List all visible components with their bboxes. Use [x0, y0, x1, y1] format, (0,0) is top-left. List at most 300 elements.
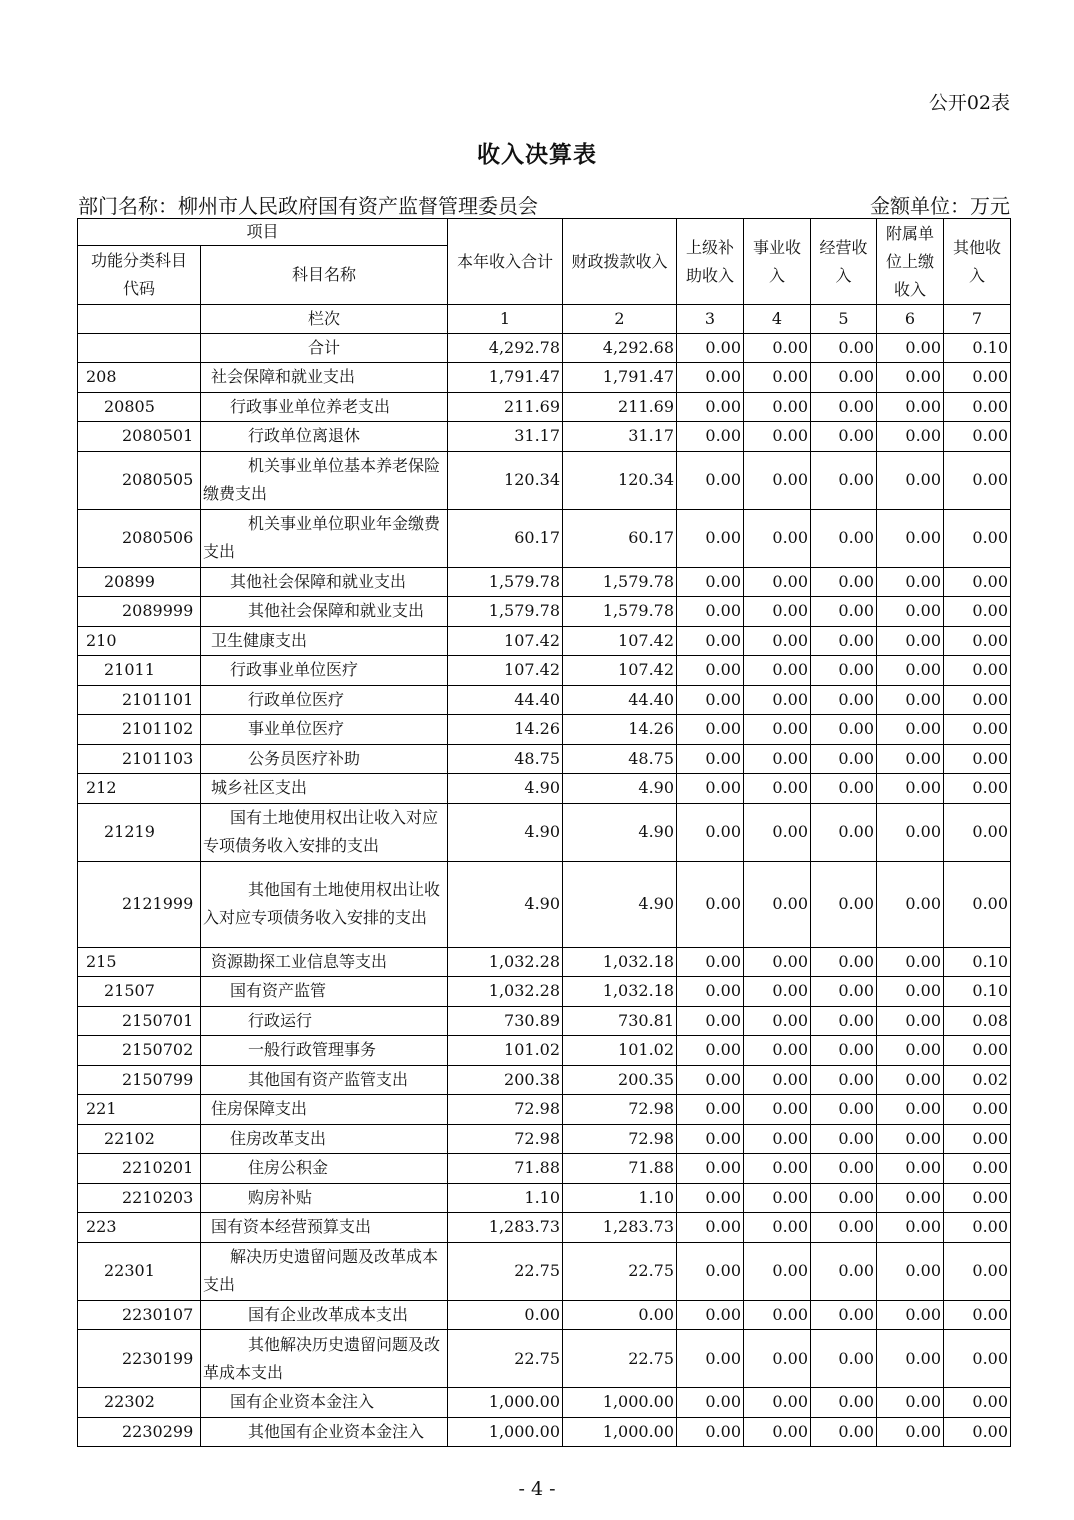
amount-cell: 0.00	[877, 1036, 944, 1066]
subject-name: 购房补贴	[201, 1183, 448, 1213]
amount-cell: 0.00	[811, 451, 877, 509]
amount-cell: 0.00	[944, 1095, 1011, 1125]
amount-cell: 0.00	[744, 1006, 811, 1036]
amount-cell: 0.00	[744, 1242, 811, 1300]
subject-name: 行政单位医疗	[201, 685, 448, 715]
column-number: 6	[877, 305, 944, 334]
subject-code: 221	[78, 1095, 201, 1125]
total-code-blank	[78, 334, 201, 363]
table-row	[78, 685, 1011, 715]
amount-cell: 0.10	[944, 977, 1011, 1007]
table-row	[78, 656, 1011, 686]
amount-cell: 0.00	[877, 861, 944, 947]
amount-cell: 4.90	[448, 861, 563, 947]
amount-cell: 0.00	[744, 626, 811, 656]
amount-cell: 120.34	[448, 451, 563, 509]
amount-cell: 0.00	[811, 685, 877, 715]
amount-cell: 0.00	[677, 947, 744, 977]
amount-cell: 0.00	[811, 1036, 877, 1066]
amount-cell: 72.98	[563, 1124, 677, 1154]
amount-cell: 72.98	[448, 1095, 563, 1125]
amount-cell: 0.00	[677, 1124, 744, 1154]
subject-code: 2080505	[78, 451, 201, 509]
amount-cell: 0.00	[877, 1183, 944, 1213]
amount-cell: 107.42	[563, 656, 677, 686]
table-row	[78, 1065, 1011, 1095]
subject-name: 住房公积金	[201, 1154, 448, 1184]
table-row	[78, 1154, 1011, 1184]
amount-cell: 0.00	[744, 656, 811, 686]
amount-cell: 0.00	[744, 744, 811, 774]
amount-cell: 0.00	[877, 656, 944, 686]
column-number-row	[78, 305, 1011, 334]
header-name: 科目名称	[201, 246, 448, 305]
table-row	[78, 1124, 1011, 1154]
subject-code: 22102	[78, 1124, 201, 1154]
amount-cell: 107.42	[448, 656, 563, 686]
amount-cell: 0.00	[944, 774, 1011, 804]
subject-name: 住房改革支出	[201, 1124, 448, 1154]
amount-cell: 0.00	[877, 977, 944, 1007]
subject-name: 解决历史遗留问题及改革成本支出	[201, 1242, 448, 1300]
amount-cell: 0.00	[677, 1388, 744, 1418]
amount-cell: 0.00	[744, 685, 811, 715]
amount-cell: 0.00	[811, 1388, 877, 1418]
amount-cell: 14.26	[563, 715, 677, 745]
amount-cell: 1,000.00	[448, 1388, 563, 1418]
header-superior: 上级补助收入	[677, 219, 744, 305]
amount-cell: 1.10	[448, 1183, 563, 1213]
amount-cell: 1,579.78	[448, 567, 563, 597]
amount-cell: 0.00	[811, 1006, 877, 1036]
amount-cell: 44.40	[563, 685, 677, 715]
amount-cell: 0.00	[944, 861, 1011, 947]
subject-code: 212	[78, 774, 201, 804]
subject-name: 国有企业改革成本支出	[201, 1300, 448, 1330]
amount-cell: 0.00	[944, 1417, 1011, 1447]
amount-cell: 0.00	[811, 977, 877, 1007]
subject-code: 2080501	[78, 422, 201, 452]
subject-code: 2150702	[78, 1036, 201, 1066]
table-row	[78, 392, 1011, 422]
table-row	[78, 715, 1011, 745]
amount-cell: 0.00	[744, 1124, 811, 1154]
amount-cell: 0.00	[677, 803, 744, 861]
amount-cell: 0.00	[744, 451, 811, 509]
amount-cell: 0.00	[677, 1183, 744, 1213]
amount-cell: 44.40	[448, 685, 563, 715]
subject-name: 公务员医疗补助	[201, 744, 448, 774]
amount-cell: 0.08	[944, 1006, 1011, 1036]
header-affiliated: 附属单位上缴收入	[877, 219, 944, 305]
amount-cell: 0.00	[944, 1300, 1011, 1330]
amount-cell: 71.88	[563, 1154, 677, 1184]
amount-cell: 0.00	[677, 774, 744, 804]
amount-cell: 1,579.78	[448, 597, 563, 627]
subject-name: 行政运行	[201, 1006, 448, 1036]
amount-cell: 0.00	[811, 656, 877, 686]
subject-code: 2150701	[78, 1006, 201, 1036]
amount-cell: 4.90	[563, 774, 677, 804]
amount-cell: 0.00	[877, 744, 944, 774]
amount-cell: 0.00	[811, 1242, 877, 1300]
table-row	[78, 451, 1011, 509]
table-row	[78, 1417, 1011, 1447]
amount-cell: 0.00	[811, 1065, 877, 1095]
amount-cell: 0.00	[744, 509, 811, 567]
page-title: 收入决算表	[477, 141, 597, 168]
amount-cell: 0.00	[877, 451, 944, 509]
amount-cell: 0.00	[811, 1417, 877, 1447]
amount-cell: 0.00	[877, 1006, 944, 1036]
table-row	[78, 597, 1011, 627]
amount-cell: 0.00	[677, 685, 744, 715]
table-row	[78, 744, 1011, 774]
amount-cell: 0.00	[677, 1095, 744, 1125]
amount-unit: 金额单位：万元	[870, 194, 1010, 218]
amount-cell: 107.42	[563, 626, 677, 656]
amount-cell: 0.00	[744, 1065, 811, 1095]
amount-cell: 0.00	[944, 1036, 1011, 1066]
amount-cell: 22.75	[448, 1242, 563, 1300]
total-value: 4,292.68	[563, 334, 677, 363]
page-number: - 4 -	[518, 1478, 556, 1500]
column-number: 3	[677, 305, 744, 334]
subject-code: 2089999	[78, 597, 201, 627]
amount-cell: 0.10	[944, 947, 1011, 977]
subject-code: 2101101	[78, 685, 201, 715]
table-row	[78, 1095, 1011, 1125]
amount-cell: 101.02	[448, 1036, 563, 1066]
amount-cell: 0.00	[877, 1213, 944, 1243]
amount-cell: 120.34	[563, 451, 677, 509]
amount-cell: 0.00	[677, 451, 744, 509]
amount-cell: 0.00	[877, 803, 944, 861]
amount-cell: 0.00	[744, 1300, 811, 1330]
amount-cell: 22.75	[563, 1330, 677, 1388]
amount-cell: 200.38	[448, 1065, 563, 1095]
amount-cell: 0.00	[811, 1330, 877, 1388]
amount-cell: 0.00	[944, 1183, 1011, 1213]
subject-name: 行政单位离退休	[201, 422, 448, 452]
amount-cell: 0.00	[744, 715, 811, 745]
amount-cell: 0.00	[944, 715, 1011, 745]
subject-code: 21507	[78, 977, 201, 1007]
total-label: 合计	[201, 334, 448, 363]
amount-cell: 0.00	[944, 509, 1011, 567]
amount-cell: 1,000.00	[448, 1417, 563, 1447]
subject-code: 20899	[78, 567, 201, 597]
subject-code: 21219	[78, 803, 201, 861]
table-row	[78, 861, 1011, 947]
amount-cell: 0.00	[811, 947, 877, 977]
amount-cell: 0.00	[744, 392, 811, 422]
amount-cell: 0.00	[944, 422, 1011, 452]
subject-name: 其他解决历史遗留问题及改革成本支出	[201, 1330, 448, 1388]
amount-cell: 22.75	[448, 1330, 563, 1388]
amount-cell: 22.75	[563, 1242, 677, 1300]
subject-code: 2121999	[78, 861, 201, 947]
amount-cell: 0.00	[744, 803, 811, 861]
amount-cell: 0.00	[877, 363, 944, 393]
column-number: 7	[944, 305, 1011, 334]
amount-cell: 0.00	[677, 1213, 744, 1243]
amount-cell: 0.00	[944, 1213, 1011, 1243]
subject-code: 208	[78, 363, 201, 393]
amount-cell: 0.00	[811, 1213, 877, 1243]
amount-cell: 0.00	[944, 597, 1011, 627]
subject-code: 2230299	[78, 1417, 201, 1447]
amount-cell: 200.35	[563, 1065, 677, 1095]
amount-cell: 0.00	[744, 422, 811, 452]
table-row	[78, 977, 1011, 1007]
subject-code: 2150799	[78, 1065, 201, 1095]
amount-cell: 0.00	[811, 422, 877, 452]
amount-cell: 1,032.28	[448, 947, 563, 977]
amount-cell: 0.00	[677, 1065, 744, 1095]
amount-cell: 72.98	[563, 1095, 677, 1125]
table-row	[78, 567, 1011, 597]
department-name: 部门名称：柳州市人民政府国有资产监督管理委员会	[78, 194, 538, 218]
amount-cell: 0.00	[677, 626, 744, 656]
amount-cell: 0.00	[677, 715, 744, 745]
amount-cell: 1,791.47	[563, 363, 677, 393]
amount-cell: 0.00	[944, 1330, 1011, 1388]
table-row	[78, 363, 1011, 393]
subject-name: 其他国有企业资本金注入	[201, 1417, 448, 1447]
subject-name: 其他国有土地使用权出让收入对应专项债务收入安排的支出	[201, 861, 448, 947]
amount-cell: 72.98	[448, 1124, 563, 1154]
amount-cell: 211.69	[563, 392, 677, 422]
table-row	[78, 774, 1011, 804]
header-total: 本年收入合计	[448, 219, 563, 305]
total-value: 0.00	[811, 334, 877, 363]
subject-code: 2210201	[78, 1154, 201, 1184]
amount-cell: 1,283.73	[563, 1213, 677, 1243]
amount-cell: 0.00	[811, 1300, 877, 1330]
subject-name: 国有土地使用权出让收入对应专项债务收入安排的支出	[201, 803, 448, 861]
amount-cell: 0.00	[877, 947, 944, 977]
amount-cell: 101.02	[563, 1036, 677, 1066]
amount-cell: 0.00	[944, 626, 1011, 656]
subject-code: 22301	[78, 1242, 201, 1300]
amount-cell: 0.00	[811, 567, 877, 597]
amount-cell: 730.81	[563, 1006, 677, 1036]
amount-cell: 0.00	[944, 451, 1011, 509]
amount-cell: 0.00	[677, 392, 744, 422]
total-value: 0.00	[877, 334, 944, 363]
header-business: 事业收入	[744, 219, 811, 305]
amount-cell: 0.00	[944, 803, 1011, 861]
subject-code: 215	[78, 947, 201, 977]
subject-name: 一般行政管理事务	[201, 1036, 448, 1066]
amount-cell: 31.17	[563, 422, 677, 452]
amount-cell: 0.00	[811, 1124, 877, 1154]
table-row	[78, 1388, 1011, 1418]
amount-cell: 0.00	[677, 1417, 744, 1447]
amount-cell: 0.00	[877, 1300, 944, 1330]
amount-cell: 4.90	[448, 774, 563, 804]
total-row	[78, 334, 1011, 363]
subject-code: 20805	[78, 392, 201, 422]
amount-cell: 0.00	[744, 977, 811, 1007]
amount-cell: 0.00	[811, 626, 877, 656]
amount-cell: 0.00	[877, 1095, 944, 1125]
amount-cell: 0.00	[744, 1036, 811, 1066]
amount-cell: 0.00	[744, 1330, 811, 1388]
amount-cell: 0.00	[944, 744, 1011, 774]
amount-cell: 211.69	[448, 392, 563, 422]
amount-cell: 0.00	[811, 861, 877, 947]
table-row	[78, 1300, 1011, 1330]
amount-cell: 0.00	[744, 363, 811, 393]
amount-cell: 0.00	[677, 363, 744, 393]
subject-name: 卫生健康支出	[201, 626, 448, 656]
subject-name: 行政事业单位医疗	[201, 656, 448, 686]
subject-code: 2230107	[78, 1300, 201, 1330]
column-number-label: 栏次	[201, 305, 448, 334]
amount-cell: 48.75	[448, 744, 563, 774]
amount-cell: 1,283.73	[448, 1213, 563, 1243]
amount-cell: 0.00	[811, 715, 877, 745]
subject-name: 事业单位医疗	[201, 715, 448, 745]
amount-cell: 0.00	[744, 1388, 811, 1418]
subject-code: 210	[78, 626, 201, 656]
column-number: 2	[563, 305, 677, 334]
amount-cell: 0.00	[811, 1154, 877, 1184]
amount-cell: 0.00	[944, 363, 1011, 393]
subject-name: 国有资产监管	[201, 977, 448, 1007]
subject-name: 其他国有资产监管支出	[201, 1065, 448, 1095]
amount-cell: 0.00	[677, 656, 744, 686]
amount-cell: 0.00	[944, 685, 1011, 715]
amount-cell: 0.00	[811, 774, 877, 804]
amount-cell: 0.00	[744, 1213, 811, 1243]
amount-cell: 0.00	[811, 363, 877, 393]
amount-cell: 0.00	[677, 1036, 744, 1066]
subject-code: 21011	[78, 656, 201, 686]
header-other: 其他收入	[944, 219, 1011, 305]
amount-cell: 1,000.00	[563, 1388, 677, 1418]
amount-cell: 60.17	[563, 509, 677, 567]
amount-cell: 0.00	[744, 597, 811, 627]
subject-name: 机关事业单位职业年金缴费支出	[201, 509, 448, 567]
amount-cell: 0.00	[944, 656, 1011, 686]
subject-name: 社会保障和就业支出	[201, 363, 448, 393]
amount-cell: 0.00	[744, 1095, 811, 1125]
amount-cell: 0.00	[944, 1124, 1011, 1154]
amount-cell: 0.00	[677, 1242, 744, 1300]
amount-cell: 48.75	[563, 744, 677, 774]
amount-cell: 0.00	[811, 744, 877, 774]
subject-code: 22302	[78, 1388, 201, 1418]
column-number: 5	[811, 305, 877, 334]
table-row	[78, 1183, 1011, 1213]
amount-cell: 0.00	[877, 509, 944, 567]
amount-cell: 0.00	[877, 1330, 944, 1388]
subject-name: 行政事业单位养老支出	[201, 392, 448, 422]
amount-cell: 0.00	[677, 422, 744, 452]
column-number-blank	[78, 305, 201, 334]
total-value: 0.00	[677, 334, 744, 363]
table-row	[78, 626, 1011, 656]
amount-cell: 0.00	[563, 1300, 677, 1330]
amount-cell: 1,032.28	[448, 977, 563, 1007]
amount-cell: 1,032.18	[563, 977, 677, 1007]
amount-cell: 0.00	[811, 1183, 877, 1213]
amount-cell: 0.02	[944, 1065, 1011, 1095]
amount-cell: 0.00	[677, 1006, 744, 1036]
amount-cell: 0.00	[744, 567, 811, 597]
amount-cell: 0.00	[811, 597, 877, 627]
amount-cell: 0.00	[811, 1095, 877, 1125]
amount-cell: 0.00	[744, 1154, 811, 1184]
amount-cell: 730.89	[448, 1006, 563, 1036]
table-row	[78, 1330, 1011, 1388]
amount-cell: 0.00	[448, 1300, 563, 1330]
amount-cell: 0.00	[877, 774, 944, 804]
amount-cell: 0.00	[677, 509, 744, 567]
total-value: 0.00	[744, 334, 811, 363]
amount-cell: 0.00	[677, 1330, 744, 1388]
subject-code: 2230199	[78, 1330, 201, 1388]
subject-code: 2080506	[78, 509, 201, 567]
amount-cell: 1,579.78	[563, 597, 677, 627]
table-row	[78, 1006, 1011, 1036]
amount-cell: 1,000.00	[563, 1417, 677, 1447]
subject-code: 2210203	[78, 1183, 201, 1213]
subject-name: 资源勘探工业信息等支出	[201, 947, 448, 977]
amount-cell: 0.00	[811, 392, 877, 422]
amount-cell: 0.00	[944, 1154, 1011, 1184]
amount-cell: 0.00	[877, 1065, 944, 1095]
amount-cell: 31.17	[448, 422, 563, 452]
amount-cell: 0.00	[877, 1154, 944, 1184]
amount-cell: 0.00	[944, 1242, 1011, 1300]
subject-name: 其他社会保障和就业支出	[201, 597, 448, 627]
subject-name: 住房保障支出	[201, 1095, 448, 1125]
amount-cell: 0.00	[944, 392, 1011, 422]
amount-cell: 0.00	[877, 392, 944, 422]
amount-cell: 4.90	[563, 861, 677, 947]
header-code: 功能分类科目代码	[78, 246, 201, 305]
amount-cell: 0.00	[877, 715, 944, 745]
column-number: 1	[448, 305, 563, 334]
amount-cell: 0.00	[677, 567, 744, 597]
amount-cell: 0.00	[877, 626, 944, 656]
amount-cell: 0.00	[944, 567, 1011, 597]
income-table	[77, 218, 1011, 1447]
subject-name: 国有企业资本金注入	[201, 1388, 448, 1418]
amount-cell: 4.90	[448, 803, 563, 861]
amount-cell: 1,579.78	[563, 567, 677, 597]
amount-cell: 1,032.18	[563, 947, 677, 977]
total-value: 4,292.78	[448, 334, 563, 363]
column-number: 4	[744, 305, 811, 334]
amount-cell: 0.00	[877, 685, 944, 715]
table-row	[78, 1242, 1011, 1300]
table-row	[78, 803, 1011, 861]
amount-cell: 0.00	[744, 1417, 811, 1447]
subject-name: 其他社会保障和就业支出	[201, 567, 448, 597]
amount-cell: 0.00	[677, 977, 744, 1007]
subject-name: 机关事业单位基本养老保险缴费支出	[201, 451, 448, 509]
amount-cell: 107.42	[448, 626, 563, 656]
header-item: 项目	[78, 219, 448, 246]
table-row	[78, 1213, 1011, 1243]
amount-cell: 71.88	[448, 1154, 563, 1184]
subject-name: 城乡社区支出	[201, 774, 448, 804]
